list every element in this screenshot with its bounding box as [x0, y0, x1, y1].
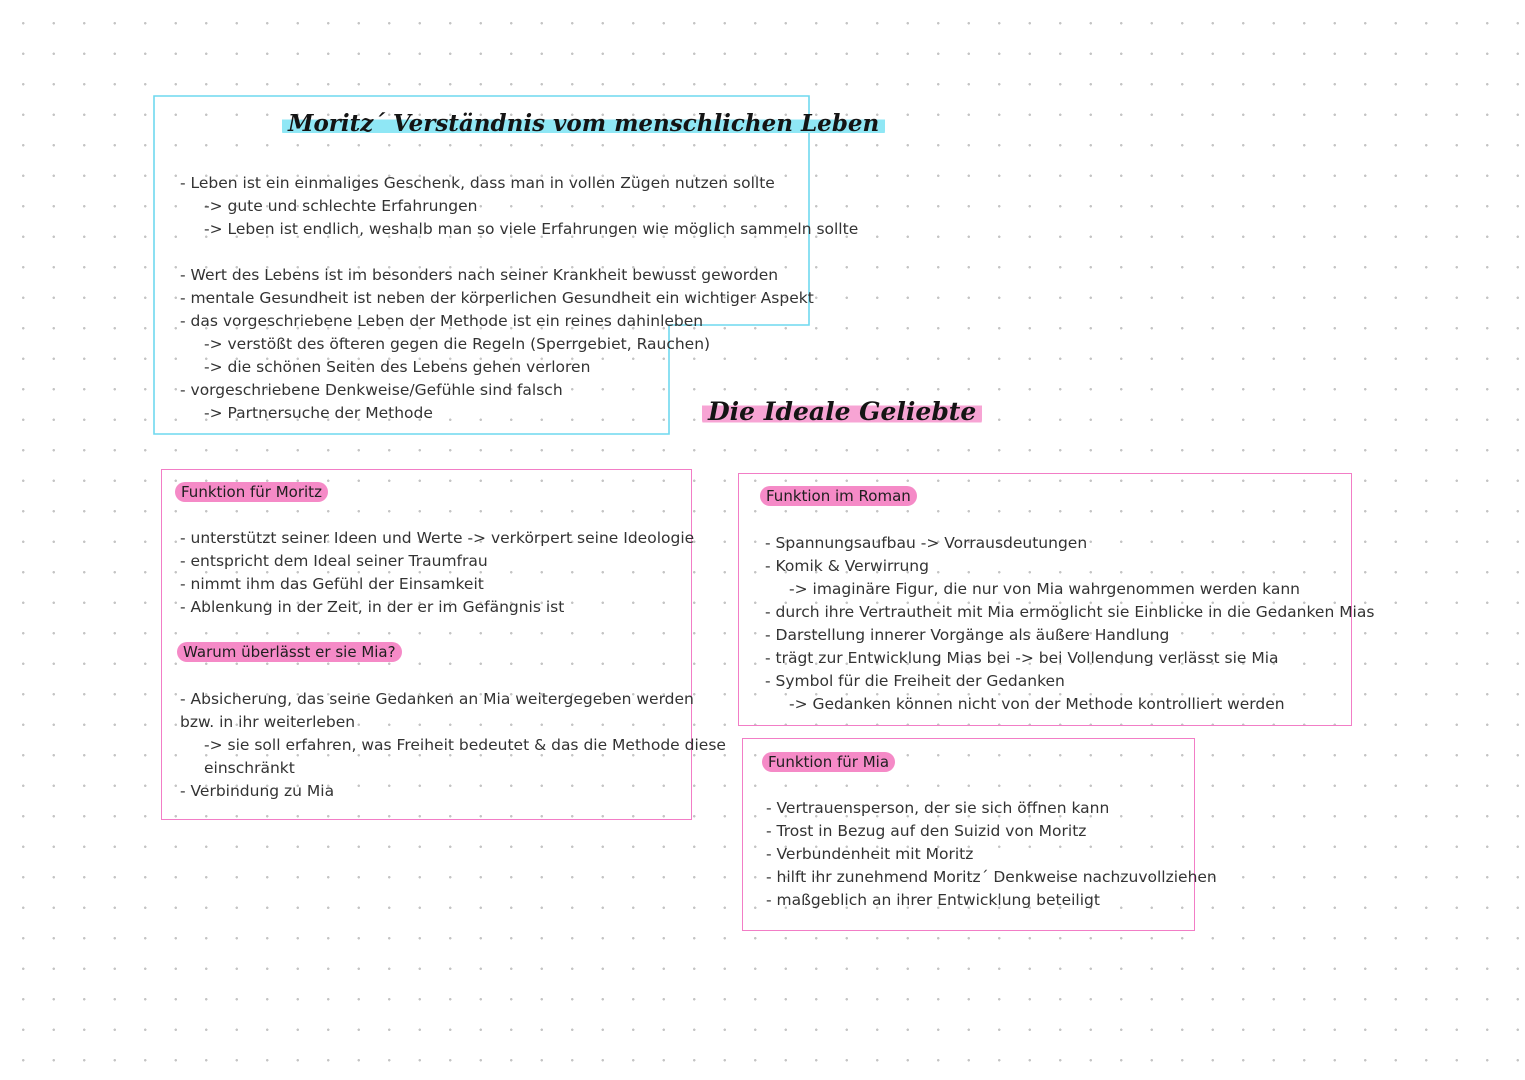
funktion-roman-line: - Darstellung innerer Vorgänge als äußere Handlung — [765, 626, 1170, 644]
warum-line: bzw. in ihr weiterleben — [180, 713, 356, 731]
funktion-roman-line: - Spannungsaufbau -> Vorrausdeutungen — [765, 534, 1088, 552]
moritz-note-title: Moritz´ Verständnis vom menschlichen Leben — [282, 110, 885, 137]
moritz-note-line: - vorgeschriebene Denkweise/Gefühle sind falsch — [180, 381, 563, 399]
funktion-roman-line: - Symbol für die Freiheit der Gedanken — [765, 672, 1065, 690]
funktion-mia-line: - hilft ihr zunehmend Moritz´ Denkweise nachzuvollziehen — [766, 868, 1217, 886]
warum-line: - Absicherung, das seine Gedanken an Mia weitergegeben werden — [180, 690, 694, 708]
funktion-mia-line: - Vertrauensperson, der sie sich öffnen kann — [766, 799, 1110, 817]
funktion-moritz-line: - unterstützt seiner Ideen und Werte -> verkörpert seine Ideologie — [180, 529, 695, 547]
funktion-mia-list — [766, 797, 1217, 912]
moritz-note-line: - Wert des Lebens ist im besonders nach seiner Krankheit bewusst geworden — [180, 266, 779, 284]
funktion-roman-line: -> Gedanken können nicht von der Methode kontrolliert werden — [789, 695, 1285, 713]
blank-line — [180, 241, 858, 264]
funktion-mia-line: - maßgeblich an ihrer Entwicklung beteiligt — [766, 891, 1100, 909]
funktion-moritz-line: - Ablenkung in der Zeit, in der er im Gefängnis ist — [180, 598, 565, 616]
funktion-moritz-line: - nimmt ihm das Gefühl der Einsamkeit — [180, 575, 484, 593]
funktion-roman-line: -> imaginäre Figur, die nur von Mia wahrgenommen werden kann — [789, 580, 1300, 598]
main-heading: Die Ideale Geliebte — [702, 397, 982, 426]
warum-list — [180, 688, 726, 803]
moritz-note-line: -> verstößt des öfteren gegen die Regeln (Sperrgebiet, Rauchen) — [204, 335, 711, 353]
warum-heading: Warum überlässt er sie Mia? — [177, 642, 402, 662]
warum-line: - Verbindung zu Mia — [180, 782, 335, 800]
funktion-roman-list — [765, 532, 1374, 716]
funktion-moritz-list — [180, 527, 694, 619]
funktion-roman-line: - Komik & Verwirrung — [765, 557, 929, 575]
funktion-mia-line: - Trost in Bezug auf den Suizid von Moritz — [766, 822, 1087, 840]
warum-line: -> sie soll erfahren, was Freiheit bedeutet & das die Methode diese — [204, 736, 726, 754]
funktion-roman-line: - durch ihre Vertrautheit mit Mia ermöglicht sie Einblicke in die Gedanken Mias — [765, 603, 1375, 621]
moritz-note-line: - mentale Gesundheit ist neben der körperlichen Gesundheit ein wichtiger Aspekt — [180, 289, 814, 307]
warum-line: einschränkt — [204, 759, 295, 777]
funktion-moritz-heading: Funktion für Moritz — [175, 482, 328, 502]
funktion-roman-heading: Funktion im Roman — [760, 486, 917, 506]
funktion-mia-heading: Funktion für Mia — [762, 752, 895, 772]
moritz-note-line: -> Leben ist endlich, weshalb man so viele Erfahrungen wie möglich sammeln sollte — [204, 220, 859, 238]
moritz-note-list — [180, 172, 858, 425]
funktion-moritz-line: - entspricht dem Ideal seiner Traumfrau — [180, 552, 488, 570]
moritz-note-line: -> die schönen Seiten des Lebens gehen verloren — [204, 358, 591, 376]
moritz-note-line: - Leben ist ein einmaliges Geschenk, dass man in vollen Zügen nutzen sollte — [180, 174, 775, 192]
funktion-roman-line: - trägt zur Entwicklung Mias bei -> bei Vollendung verlässt sie Mia — [765, 649, 1279, 667]
moritz-note-line: -> gute und schlechte Erfahrungen — [204, 197, 478, 215]
funktion-mia-line: - Verbundenheit mit Moritz — [766, 845, 974, 863]
moritz-note-line: - das vorgeschriebene Leben der Methode ist ein reines dahinleben — [180, 312, 704, 330]
moritz-note-line: -> Partnersuche der Methode — [204, 404, 433, 422]
